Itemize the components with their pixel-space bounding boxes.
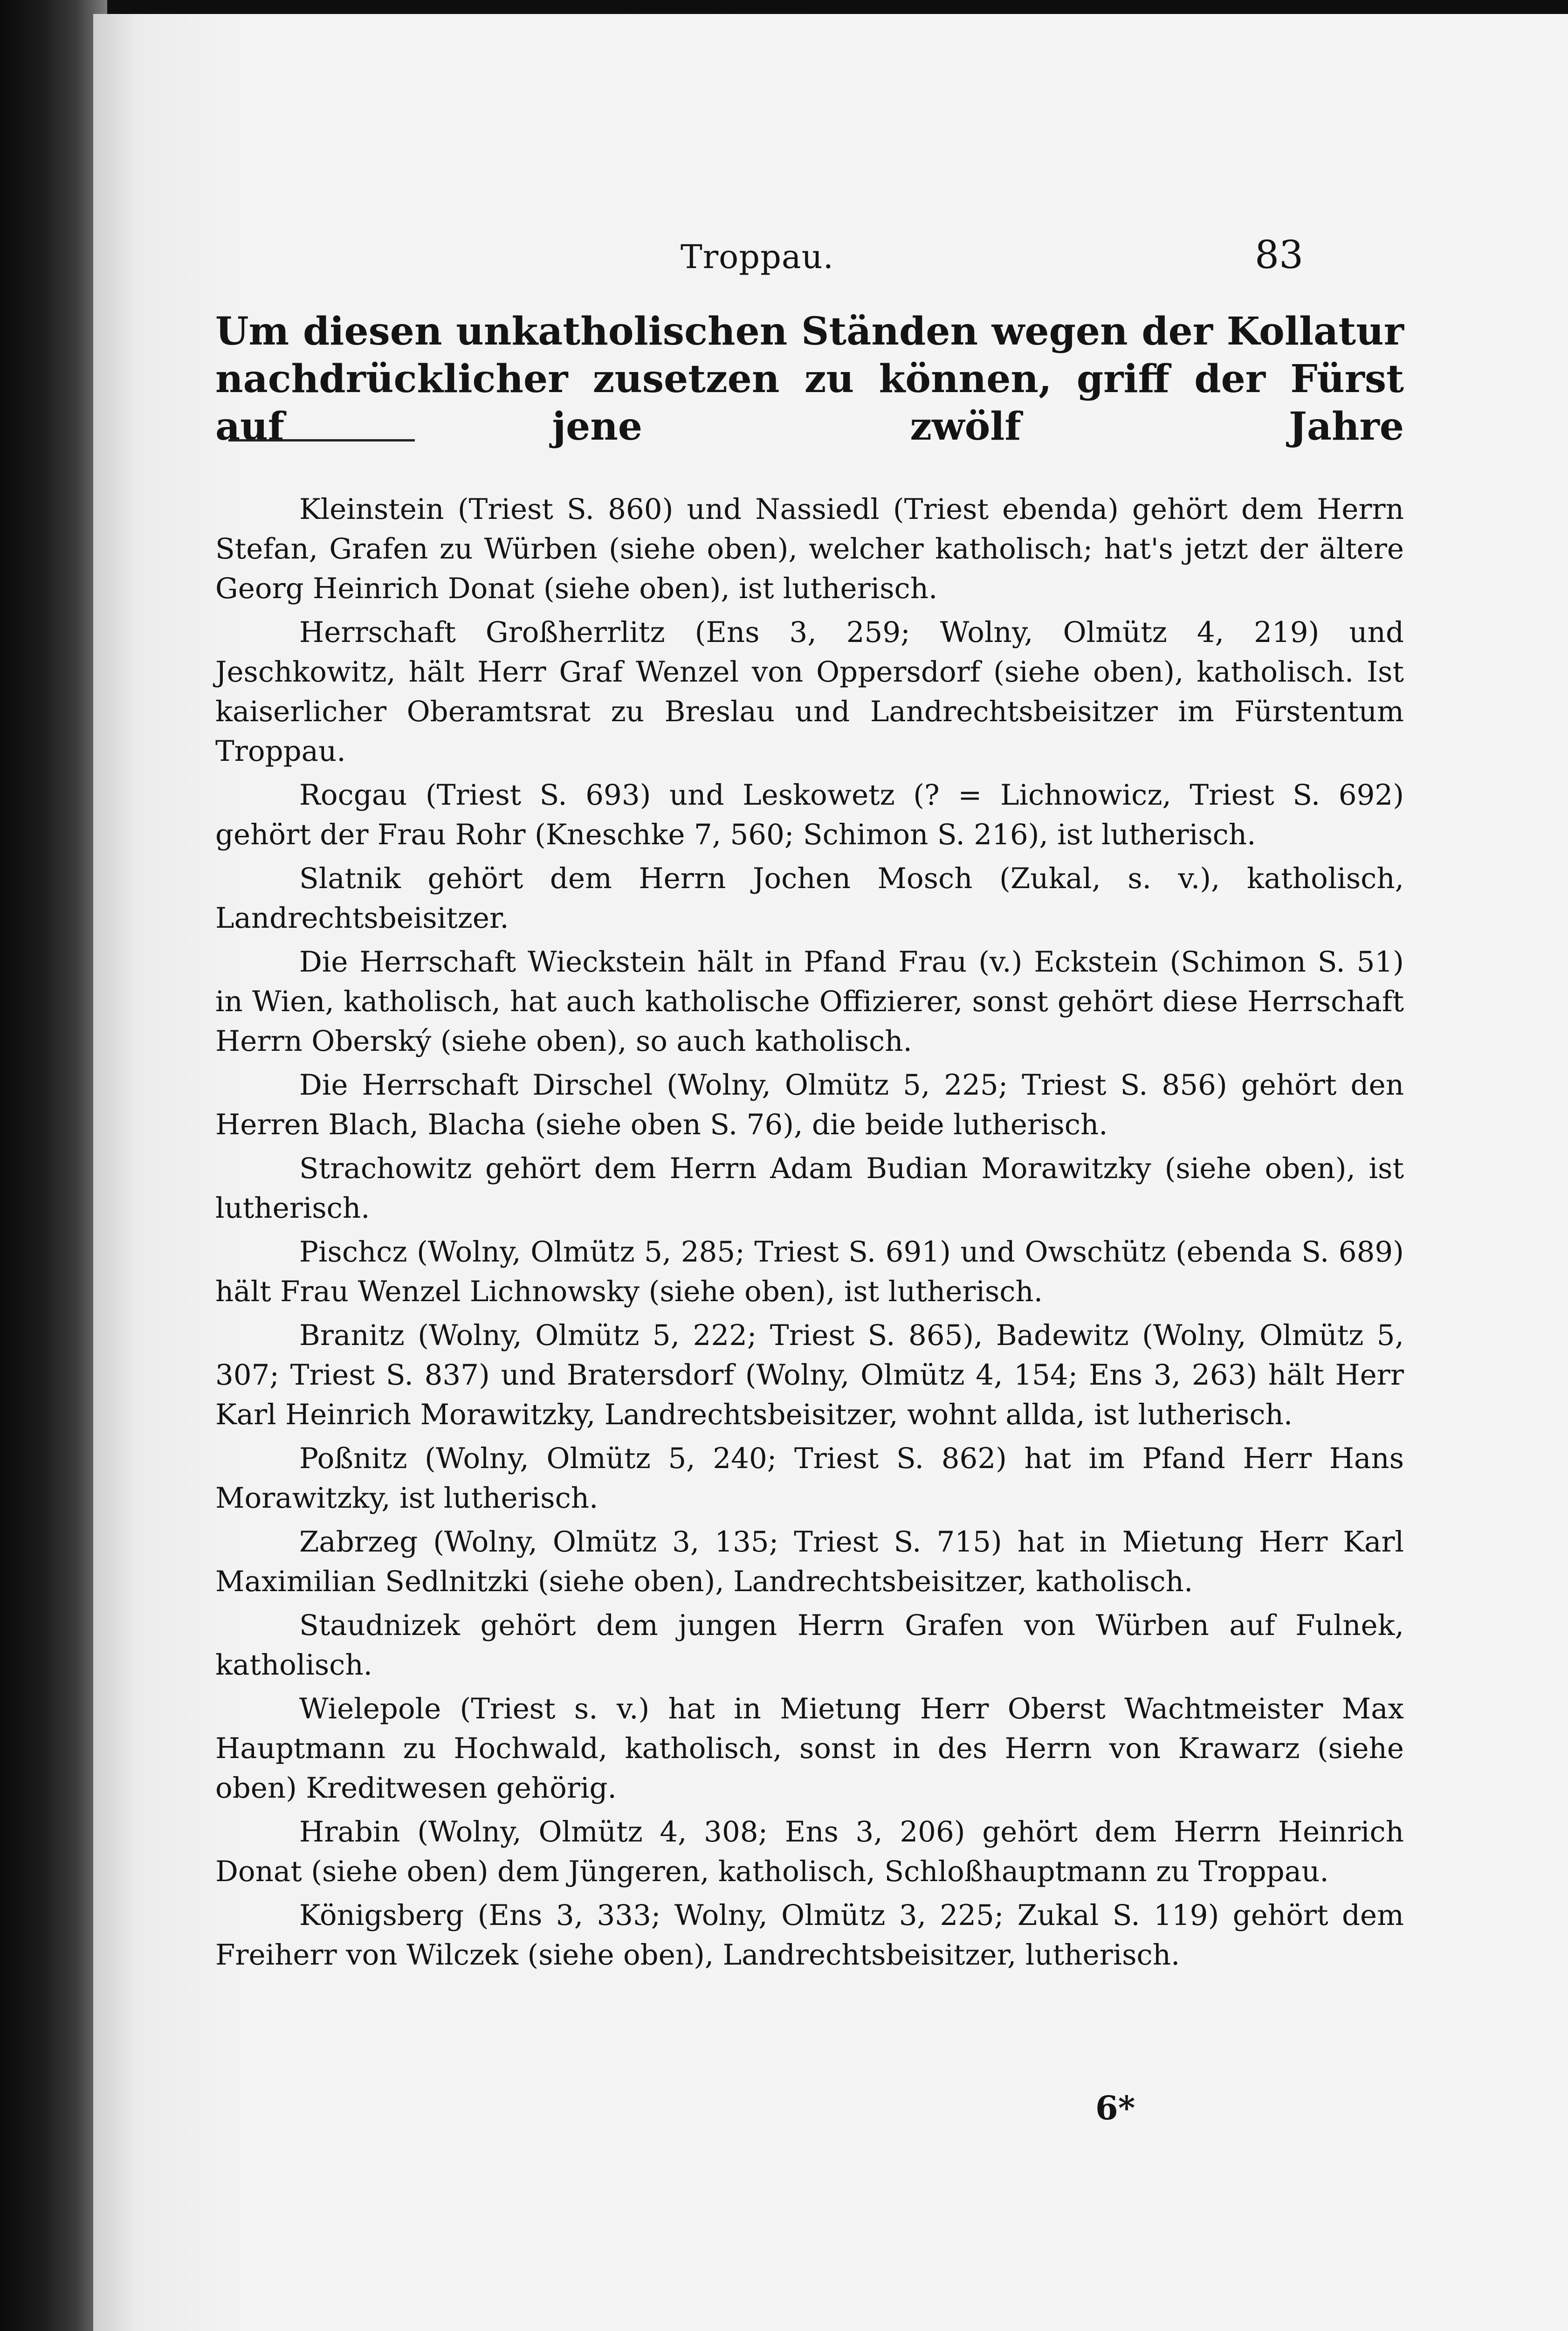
signature-mark: 6* (1095, 2089, 1135, 2127)
footnote-entry: Zabrzeg (Wolny, Olmütz 3, 135; Triest S. 715) hat in Mietung Herr Karl Maximilian Sedlnitzki (siehe oben), Landrechtsbeisitzer, katholisch. (215, 1525, 1404, 1598)
footnote-entry: Wielepole (Triest s. v.) hat in Mietung Herr Oberst Wachtmeister Max Hauptmann zu Hochwald, katholisch, sonst in des Herrn von Krawarz (siehe oben) Kreditwesen gehörig. (215, 1692, 1404, 1805)
footnote-entry: Königsberg (Ens 3, 333; Wolny, Olmütz 3, 225; Zukal S. 119) gehört dem Freiherr von Wilczek (siehe oben), Landrechtsbeisitzer, lutherisch. (215, 1899, 1404, 1972)
book-page (93, 14, 1568, 2331)
running-title: Troppau. (681, 238, 834, 276)
footnote-entry: Die Herrschaft Wieckstein hält in Pfand Frau (v.) Eckstein (Schimon S. 51) in Wien, katholisch, hat auch katholische Offizierer, sonst gehört diese Herrschaft Herrn Oberský (siehe oben), so auch katholisch. (215, 945, 1404, 1058)
footnote-entry: Staudnizek gehört dem jungen Herrn Grafen von Würben auf Fulnek, katholisch. (215, 1609, 1404, 1682)
footnote-entry: Kleinstein (Triest S. 860) und Nassiedl (Triest ebenda) gehört dem Herrn Stefan, Grafen zu Würben (siehe oben), welcher katholisch; hat's jetzt der ältere Georg Heinrich Donat (siehe oben), ist lutherisch. (215, 493, 1404, 605)
main-text: Um diesen unkatholischen Ständen wegen der Kollatur nachdrücklicher zusetzen zu können, griff der Fürst auf jene zwölf Jahre (215, 309, 1404, 449)
footnote-entry: Branitz (Wolny, Olmütz 5, 222; Triest S. 865), Badewitz (Wolny, Olmütz 5, 307; Triest S. 837) und Bratersdorf (Wolny, Olmütz 4, 154; Ens 3, 263) hält Herr Karl Heinrich Morawitzky, Landrechtsbeisitzer, wohnt allda, ist lutherisch. (215, 1319, 1404, 1431)
footnote-entry: Poßnitz (Wolny, Olmütz 5, 240; Triest S. 862) hat im Pfand Herr Hans Morawitzky, ist lutherisch. (215, 1442, 1404, 1515)
footnote-entry: Slatnik gehört dem Herrn Jochen Mosch (Zukal, s. v.), katholisch, Landrechtsbeisitzer. (215, 862, 1404, 935)
footnote-entry: Pischcz (Wolny, Olmütz 5, 285; Triest S. 691) und Owschütz (ebenda S. 689) hält Frau Wenzel Lichnowsky (siehe oben), ist lutherisch. (215, 1235, 1404, 1308)
book-spine-shadow (0, 0, 107, 2331)
page-number: 83 (1255, 233, 1304, 277)
footnote-entry: Die Herrschaft Dirschel (Wolny, Olmütz 5, 225; Triest S. 856) gehört den Herren Blach, Blacha (siehe oben S. 76), die beide lutherisch. (215, 1069, 1404, 1141)
footnotes (215, 490, 1404, 1979)
footnote-entry: Rocgau (Triest S. 693) und Leskowetz (? = Lichnowicz, Triest S. 692) gehört der Frau Rohr (Kneschke 7, 560; Schimon S. 216), ist lutherisch. (215, 779, 1404, 851)
footnote-entry: Hrabin (Wolny, Olmütz 4, 308; Ens 3, 206) gehört dem Herrn Heinrich Donat (siehe oben) dem Jüngeren, katholisch, Schloßhauptmann zu Troppau. (215, 1815, 1404, 1888)
footnote-entry: Herrschaft Großherrlitz (Ens 3, 259; Wolny, Olmütz 4, 219) und Jeschkowitz, hält Herr Graf Wenzel von Oppersdorf (siehe oben), katholisch. Ist kaiserlicher Oberamtsrat zu Breslau und Landrechtsbeisitzer im Fürstentum Troppau. (215, 616, 1404, 768)
footnote-entry: Strachowitz gehört dem Herrn Adam Budian Morawitzky (siehe oben), ist lutherisch. (215, 1152, 1404, 1225)
footnote-divider (228, 439, 415, 441)
